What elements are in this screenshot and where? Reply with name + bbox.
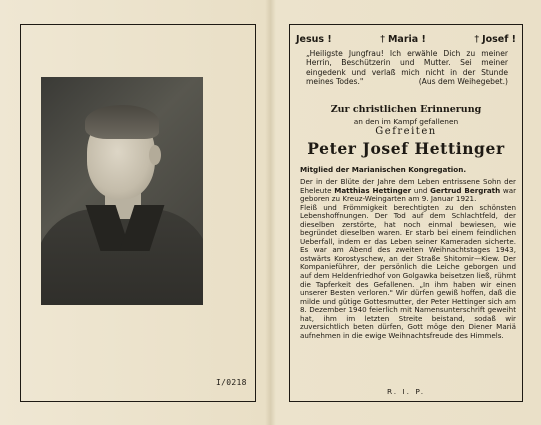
closing-rip: R. I. P. (386, 387, 426, 396)
father-name: Matthias Hettinger (334, 185, 412, 195)
prayer-source: (Aus dem Weihegebet.) (418, 76, 508, 86)
invocation-jesus: Jesus ! (296, 34, 332, 45)
biography-paragraph-2: Fleiß und Frömmigkeit berechtigten zu den schönsten Lebenshoffnungen. Der Tod auf dem Schlachtfeld, der dieselben zerstörte, hat noch einmal bewiesen, wie begründet dieselben waren. Er starb bei einem feindlichen Ueberfall, indem er das Leben seiner Kameraden sicherte. Es war am Abend des zweiten Weihnachtstages 1943, ostwärts Korostyschew, an der Straße Shitomir—Kiew. Der Kompanieführer, der persönlich die Leiche geborgen und auf dem Heldenfriedhof von Golgawka beisetzen ließ, rühmt die Tapferkeit des Gefallenen. „In ihm haben wir einen unserer Besten verloren." Wir dürfen gewiß hoffen, daß die milde und gütige Gottesmutter, der Peter Hettinger sich am 8. Dezember 1940 feierlich mit Namensunterschrift geweiht hat, ihm im letzten Streite beistand, sodaß wir zuversichtlich beten dürfen, Gott möge den Diener Mariä aufnehmen in die ewige Weihnachtsfreude des Himmels. (300, 202, 516, 340)
photo-id: I/0218 (216, 378, 247, 387)
rank: Gefreiten (375, 126, 437, 137)
cross-icon: † (474, 34, 480, 45)
invocation-maria: † Maria ! (380, 34, 426, 45)
fallen-line: an den im Kampf gefallenen (353, 117, 459, 126)
uniform-shoulders (41, 209, 203, 305)
biography-paragraph-1: Der in der Blüte der Jahre dem Leben entrissene Sohn der Eheleute Matthias Hettinger und Gertrud Bergrath war geboren zu Kreuz-Weingarten am 9. Januar 1921. (300, 177, 517, 204)
deceased-name: Peter Josef Hettinger (307, 139, 505, 158)
portrait-photo (41, 77, 203, 305)
prayer-text (306, 49, 508, 86)
cross-icon: † (380, 34, 385, 45)
ear (149, 145, 161, 165)
hair (85, 105, 159, 139)
invocation-line (294, 34, 518, 45)
mother-name: Gertrud Bergrath (430, 185, 501, 195)
prayer-body: „Heiligste Jungfrau! Ich erwähle Dich zu meiner Herrin, Beschützerin und Mutter. Sei meiner eingedenk und verlaß mich nicht in der Stunde meines Todes." (306, 49, 508, 86)
invocation-josef: † Josef ! (474, 34, 516, 45)
biography (300, 178, 516, 340)
membership-line: Mitglied der Marianischen Kongregation. (300, 165, 467, 174)
memorial-heading: Zur christlichen Erinnerung (330, 104, 482, 115)
